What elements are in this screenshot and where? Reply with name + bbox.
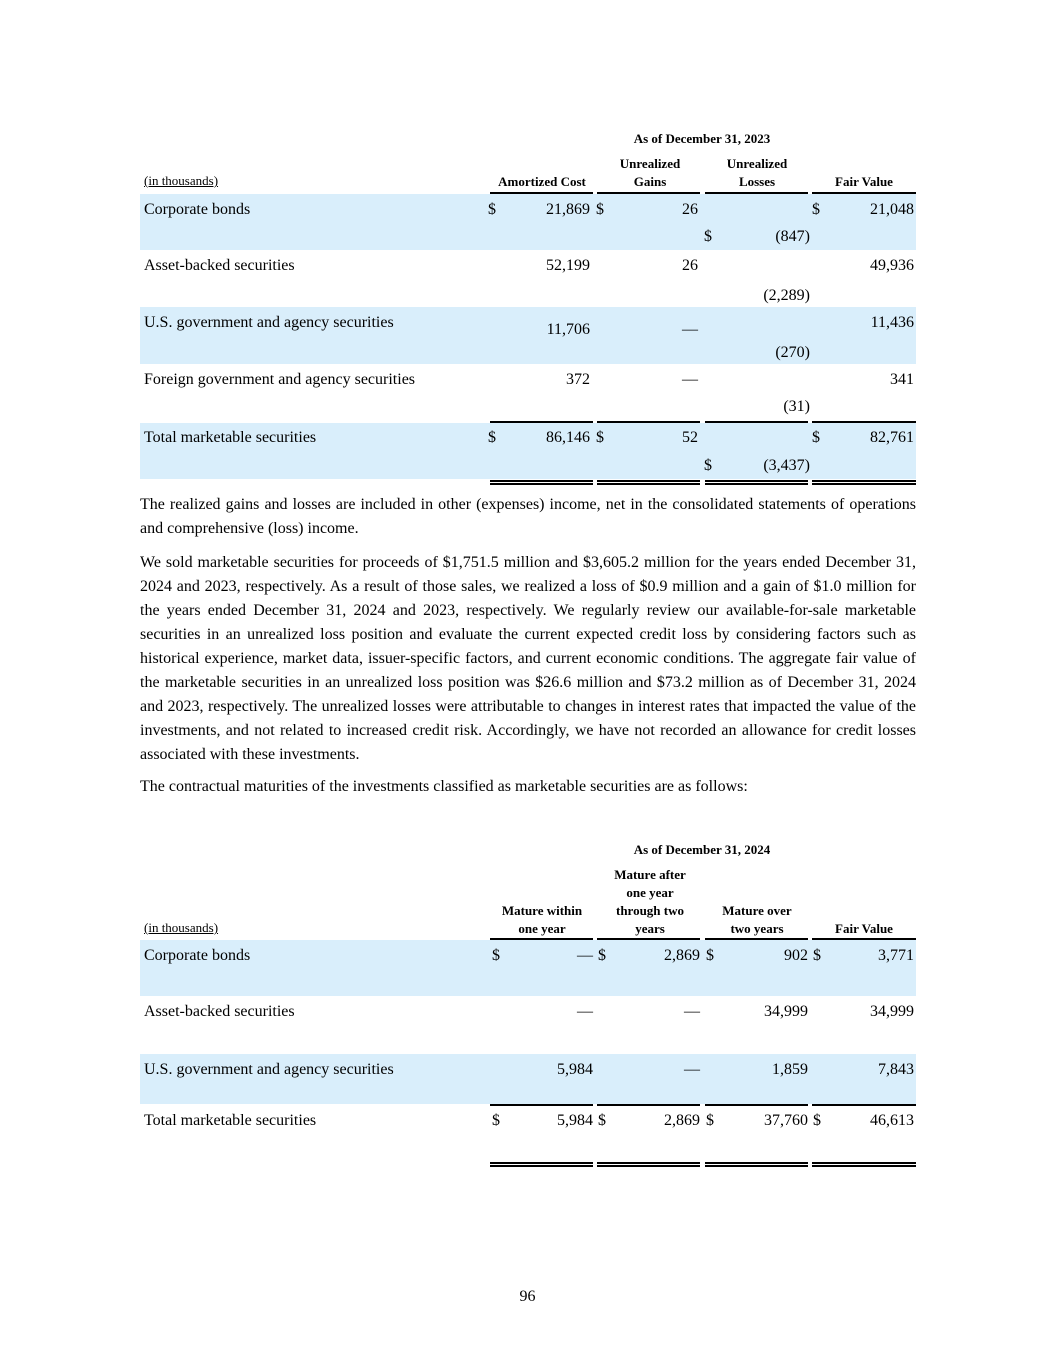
col-header-unrealized-losses (705, 155, 809, 191)
fair-value: 46,613 (870, 1112, 914, 1129)
col-header-fair-value: Fair Value (835, 921, 893, 936)
row-label: U.S. government and agency securities (144, 314, 394, 331)
fair-value: 82,761 (870, 429, 914, 446)
mature-within-one-year: 5,984 (557, 1112, 593, 1129)
mature-one-to-two-years: 2,869 (664, 947, 700, 964)
table-row (140, 307, 916, 364)
table-row (140, 996, 916, 1054)
fair-value: 7,843 (878, 1061, 914, 1078)
amortized-cost: 11,706 (546, 321, 590, 338)
amortized-cost: 86,146 (546, 429, 590, 446)
mature-within-one-year: — (577, 947, 593, 964)
fair-value: 11,436 (870, 314, 914, 331)
mature-one-to-two-years: 2,869 (664, 1112, 700, 1129)
col-header-line: Mature within (501, 903, 583, 918)
unrealized-gains: 52 (682, 429, 698, 446)
fair-value: 341 (890, 371, 914, 388)
table-row-total (140, 423, 916, 479)
col-header-mature-within-one-year (490, 902, 594, 938)
fair-value: 34,999 (870, 1003, 914, 1020)
paragraph-contractual-maturities: The contractual maturities of the investments classified as marketable securities are as follows: (140, 778, 748, 795)
col-header-mature-over-two-years (705, 902, 809, 938)
col-header-line: Gains (633, 174, 667, 189)
mature-over-two-years: 1,859 (772, 1061, 808, 1078)
total-double-rule (597, 480, 700, 485)
table-row-total (140, 1106, 916, 1162)
row-label: Total marketable securities (144, 429, 317, 446)
unrealized-gains: — (682, 321, 698, 338)
mature-over-two-years: 37,760 (764, 1112, 808, 1129)
currency-symbol: $ (598, 1112, 606, 1129)
fair-value: 3,771 (878, 947, 914, 964)
currency-symbol: $ (596, 429, 604, 446)
amortized-cost: 52,199 (546, 257, 590, 274)
currency-symbol: $ (488, 201, 496, 218)
col-header-amortized-cost: Amortized Cost (498, 174, 586, 189)
col-header-line: one year (518, 921, 566, 936)
fair-value: 21,048 (870, 201, 914, 218)
col-header-line: Unrealized (726, 156, 788, 171)
mature-one-to-two-years: — (684, 1003, 700, 1020)
currency-symbol: $ (706, 1112, 714, 1129)
units-label: (in thousands) (144, 173, 219, 188)
fair-value: 49,936 (870, 257, 914, 274)
table-row (140, 194, 916, 250)
amortized-cost: 21,869 (546, 201, 590, 218)
total-double-rule (812, 480, 916, 485)
total-double-rule (705, 480, 808, 485)
mature-one-to-two-years: — (684, 1061, 700, 1078)
col-header-line: Mature after (614, 867, 686, 882)
total-double-rule (705, 1162, 808, 1167)
col-header-unrealized-gains (598, 155, 702, 191)
row-label: Asset-backed securities (144, 257, 295, 274)
unrealized-losses: (3,437) (763, 457, 810, 474)
col-header-line: Losses (738, 174, 776, 189)
currency-symbol: $ (596, 201, 604, 218)
unrealized-losses: (31) (783, 398, 810, 415)
table-row (140, 1054, 916, 1104)
col-header-line: one year (626, 885, 674, 900)
row-label: Corporate bonds (144, 201, 251, 218)
period-header: As of December 31, 2023 (633, 131, 771, 146)
col-header-line: through two (615, 903, 685, 918)
currency-symbol: $ (704, 457, 712, 474)
currency-symbol: $ (813, 947, 821, 964)
col-header-line: two years (730, 921, 784, 936)
units-label: (in thousands) (144, 920, 219, 935)
mature-over-two-years: 34,999 (764, 1003, 808, 1020)
total-double-rule (597, 1162, 700, 1167)
row-label: U.S. government and agency securities (144, 1061, 394, 1078)
currency-symbol: $ (704, 228, 712, 245)
unrealized-gains: — (682, 371, 698, 388)
row-label: Foreign government and agency securities (144, 371, 416, 388)
currency-symbol: $ (812, 429, 820, 446)
unrealized-losses: (847) (775, 228, 810, 245)
currency-symbol: $ (812, 201, 820, 218)
unrealized-losses: (2,289) (763, 287, 810, 304)
col-header-line: Unrealized (619, 156, 681, 171)
row-label: Total marketable securities (144, 1112, 317, 1129)
unrealized-losses: (270) (775, 344, 810, 361)
page-number: 96 (519, 1288, 536, 1305)
currency-symbol: $ (813, 1112, 821, 1129)
total-double-rule (490, 480, 593, 485)
table-row (140, 940, 916, 996)
currency-symbol: $ (706, 947, 714, 964)
row-label: Corporate bonds (144, 947, 251, 964)
unrealized-gains: 26 (682, 257, 698, 274)
col-header-fair-value: Fair Value (835, 174, 893, 189)
currency-symbol: $ (488, 429, 496, 446)
table-row (140, 364, 916, 421)
total-double-rule (812, 1162, 916, 1167)
col-header-mature-one-to-two-years (598, 866, 702, 938)
mature-within-one-year: — (577, 1003, 593, 1020)
table-row (140, 250, 916, 307)
period-header: As of December 31, 2024 (633, 842, 771, 857)
col-header-line: Mature over (722, 903, 792, 918)
currency-symbol: $ (598, 947, 606, 964)
col-header-line: years (635, 921, 665, 936)
currency-symbol: $ (492, 1112, 500, 1129)
currency-symbol: $ (492, 947, 500, 964)
paragraph-securities-sold: We sold marketable securities for proceeds of $1,751.5 million and $3,605.2 million for the years ended December 31, 2024 and 2023, respectively. As a result of those sales, we realized a loss of $0.9 million and a gain of $1.0 million for the years ended December 31, 2024 and 2023, respectively. We regularly review our available-for-sale marketable securities in an unrealized loss position and evaluate the current expected credit loss by considering factors such as historical experience, market data, issuer-specific factors, and current economic conditions. The aggregate fair value of the marketable securities in an unrealized loss position was $26.6 million and $73.2 million as of December 31, 2024 and 2023, respectively. The unrealized losses were attributable to changes in interest rates that impacted the value of the investments, and not related to increased credit risk. Accordingly, we have not recorded an allowance for credit losses associated with these investments. (140, 554, 916, 763)
paragraph-realized-gains: The realized gains and losses are included in other (expenses) income, net in the consolidated statements of operations and comprehensive (loss) income. (140, 496, 916, 537)
mature-over-two-years: 902 (784, 947, 808, 964)
unrealized-gains: 26 (682, 201, 698, 218)
total-double-rule (490, 1162, 593, 1167)
row-label: Asset-backed securities (144, 1003, 295, 1020)
mature-within-one-year: 5,984 (557, 1061, 593, 1078)
amortized-cost: 372 (566, 371, 590, 388)
